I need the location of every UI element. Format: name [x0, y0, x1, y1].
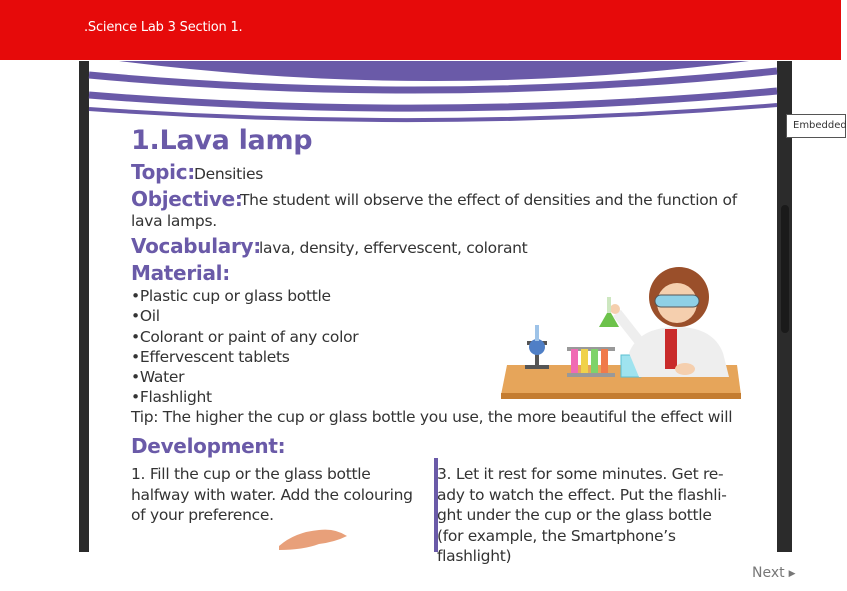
vocabulary-value: lava, density, effervescent, colorant — [259, 239, 528, 257]
embedded-tooltip: Embedded — [786, 114, 846, 138]
list-item: •Water — [131, 368, 185, 387]
objective-value-cont: lava lamps. — [131, 212, 217, 230]
topic-value: Densities — [194, 165, 263, 183]
step-3-line: flashlight) — [437, 547, 512, 565]
objective-label: Objective: — [131, 187, 243, 211]
decorative-stripes — [89, 61, 777, 131]
step-3-line: ady to watch the effect. Put the flashli- — [437, 485, 727, 504]
development-label: Development: — [131, 434, 286, 458]
list-item: •Effervescent tablets — [131, 347, 290, 366]
material-label: Material: — [131, 261, 230, 285]
next-label: Next — [752, 565, 785, 581]
step-3-text — [437, 464, 737, 567]
materials-list — [131, 286, 358, 408]
topic-label: Topic: — [131, 160, 195, 184]
list-item: •Plastic cup or glass bottle — [131, 287, 331, 305]
step-3-line: (for example, the Smartphone’s — [437, 526, 676, 545]
top-bar — [0, 0, 841, 60]
next-button[interactable] — [752, 565, 796, 581]
document-page — [89, 61, 777, 565]
step-1-line: 1. Fill the cup or the glass bottle — [131, 465, 371, 483]
step-1-text — [131, 464, 431, 526]
objective-value: The student will observe the effect of densities and the function of — [240, 191, 737, 209]
document-viewer[interactable] — [79, 61, 792, 565]
step-1-line: of your preference. — [131, 506, 274, 524]
step-3-line: ght under the cup or the glass bottle — [437, 506, 712, 524]
vocabulary-label: Vocabulary: — [131, 234, 261, 258]
step-1-line: halfway with water. Add the colouring — [131, 485, 413, 504]
page-title: .Science Lab 3 Section 1. — [84, 20, 243, 35]
list-item: •Flashlight — [131, 388, 212, 407]
chevron-right-icon: ▶ — [788, 569, 796, 579]
hand-illustration — [275, 522, 355, 552]
tip-text: Tip: The higher the cup or glass bottle you use, the more beautiful the effect will — [131, 408, 733, 426]
scientist-illustration — [489, 257, 749, 407]
step-3-line: 3. Let it rest for some minutes. Get re- — [437, 465, 724, 483]
list-item: •Colorant or paint of any color — [131, 327, 359, 346]
list-item: •Oil — [131, 307, 160, 326]
lab-title: 1.Lava lamp — [131, 125, 313, 156]
viewer-scrollbar[interactable] — [781, 205, 789, 333]
